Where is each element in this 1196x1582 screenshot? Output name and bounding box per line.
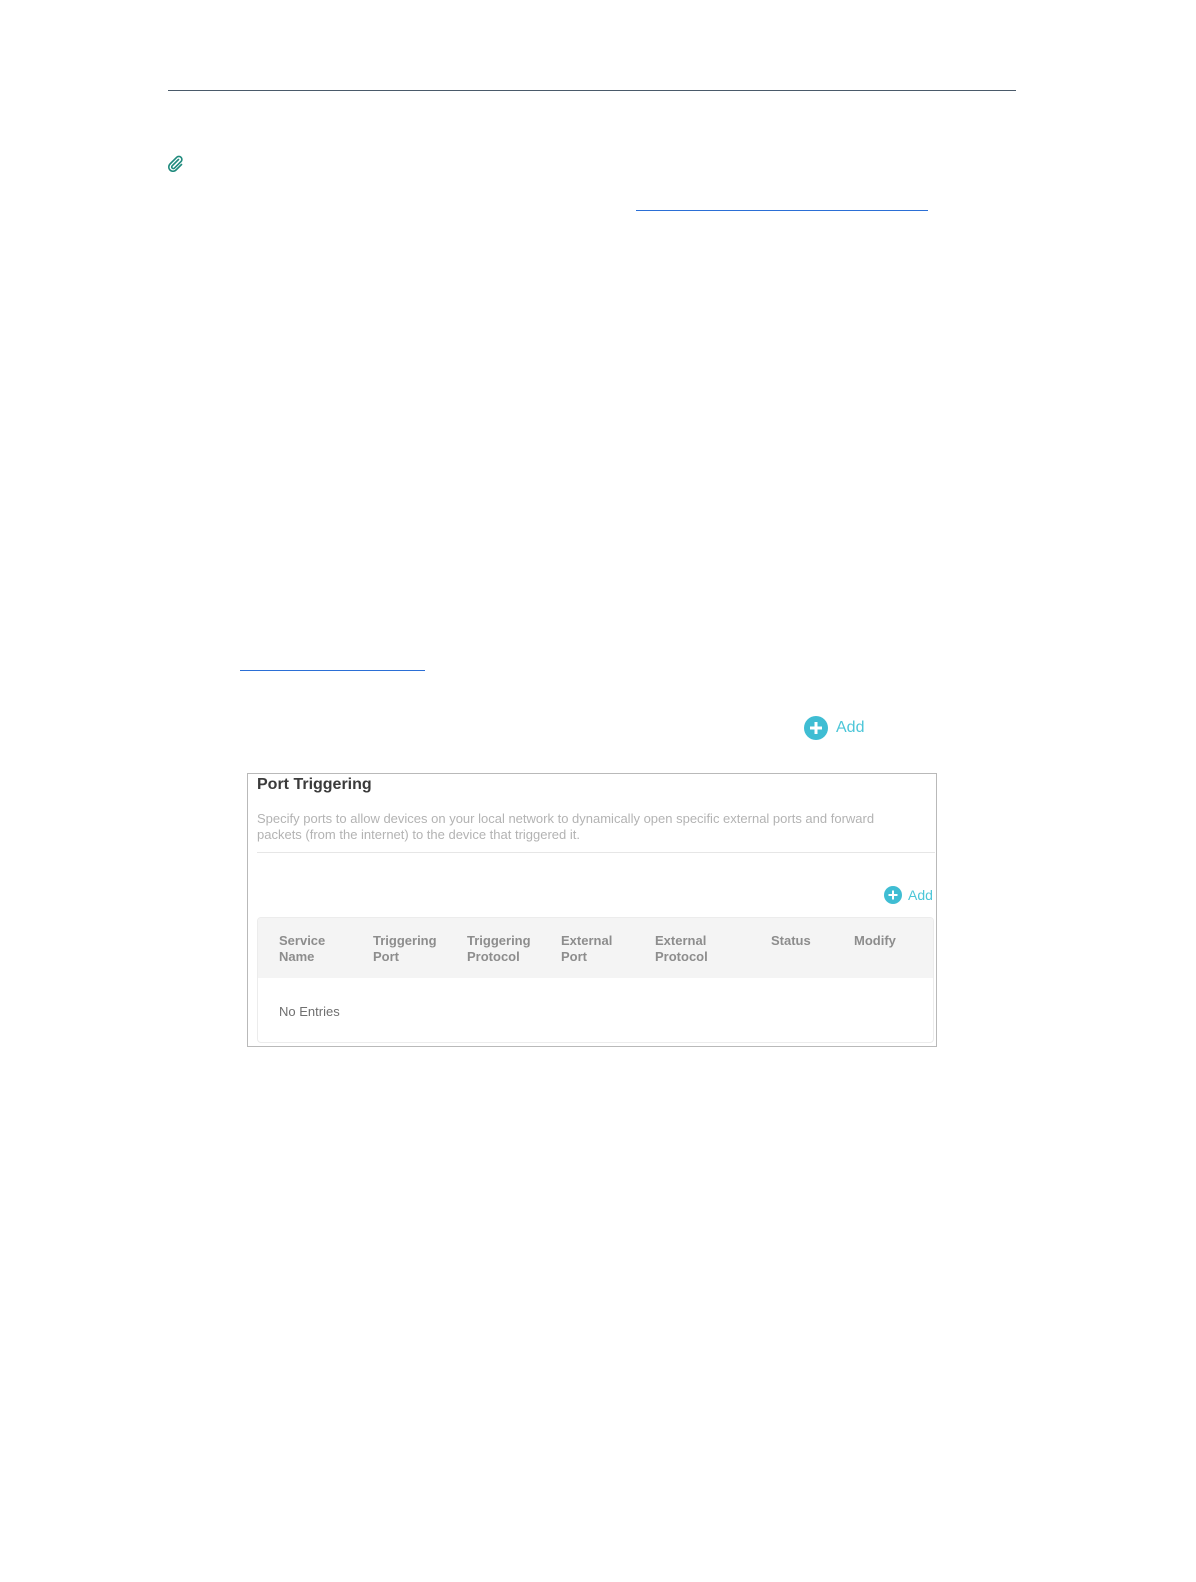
column-header-external-port: External Port — [561, 933, 613, 964]
column-header-triggering-protocol: Triggering Protocol — [467, 933, 531, 964]
add-button[interactable] — [804, 716, 864, 740]
add-entry-label: Add — [908, 887, 933, 903]
header-rule — [168, 90, 1016, 91]
plus-circle-icon — [884, 886, 902, 904]
column-header-external-protocol: External Protocol — [655, 933, 708, 964]
paperclip-icon — [166, 154, 184, 172]
hyperlink-underline[interactable] — [240, 670, 425, 671]
panel-description: Specify ports to allow devices on your local network to dynamically open specific external ports and forward packets (from the internet) to the device that triggered it. — [257, 811, 875, 842]
table-header — [258, 918, 933, 978]
plus-circle-icon — [804, 716, 828, 740]
column-header-status: Status — [771, 933, 811, 948]
column-header-triggering-port: Triggering Port — [373, 933, 437, 964]
add-entry-button[interactable] — [884, 886, 933, 904]
column-header-modify: Modify — [854, 933, 896, 948]
port-triggering-panel — [247, 773, 937, 1047]
port-triggering-table — [257, 917, 934, 1043]
add-label: Add — [836, 719, 865, 736]
column-header-service-name: Service Name — [279, 933, 326, 964]
empty-table-message: No Entries — [279, 1004, 340, 1019]
hyperlink-underline[interactable] — [636, 210, 928, 211]
divider — [257, 852, 935, 853]
panel-title: Port Triggering — [257, 776, 372, 793]
